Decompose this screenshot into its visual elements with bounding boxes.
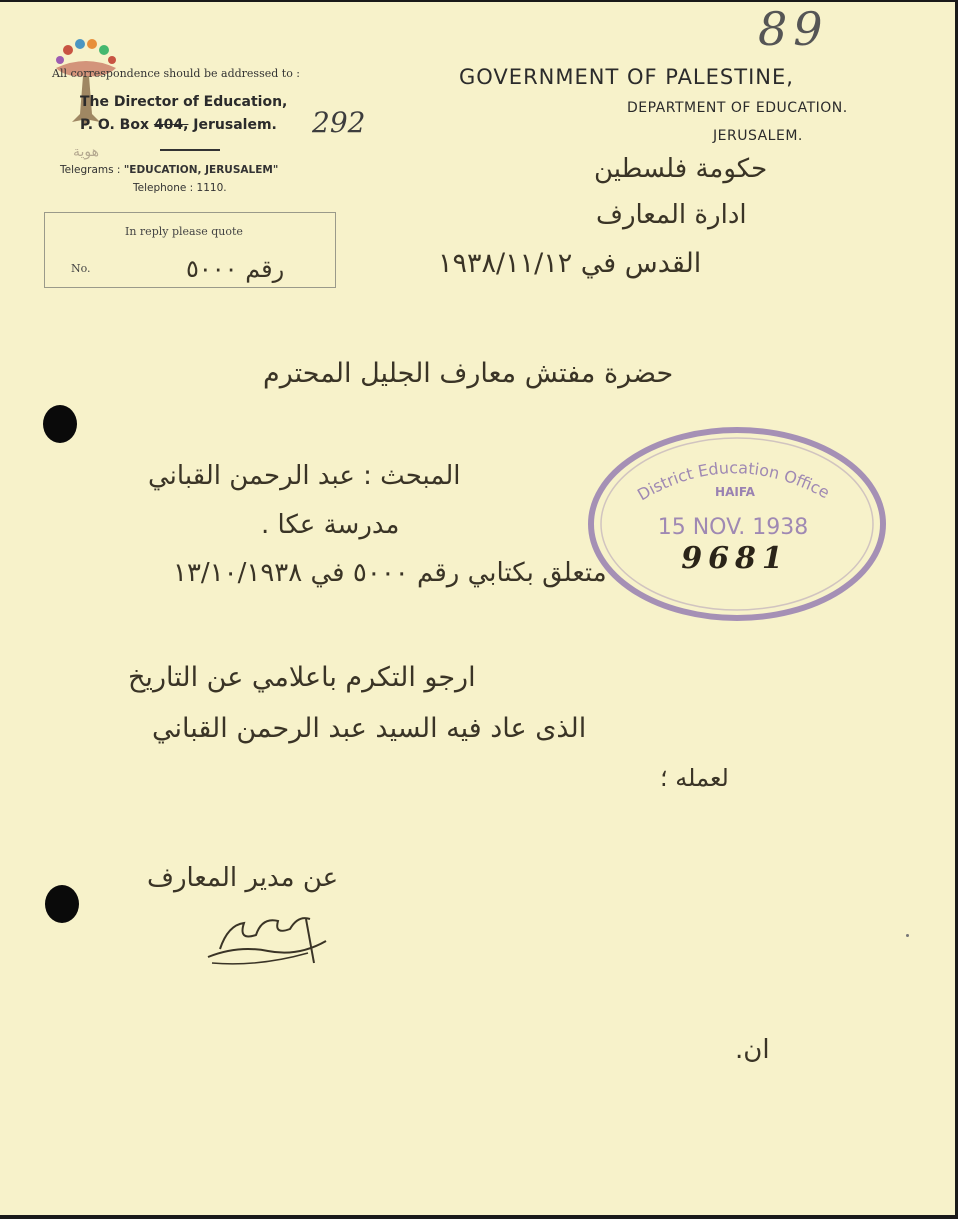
pobox-city: Jerusalem.: [193, 117, 277, 133]
telegrams-label: Telegrams :: [60, 164, 121, 176]
scan-edge-bottom: [0, 1215, 958, 1219]
address-note: All correspondence should be addressed to :: [52, 67, 301, 80]
arabic-department: ادارة المعارف: [596, 200, 747, 230]
salutation: حضرة مفتش معارف الجليل المحترم: [263, 358, 674, 389]
reference-line: متعلق بكتابي رقم ٥٠٠٠ في ١٣/١٠/١٩٣٨: [173, 558, 607, 588]
government-title: GOVERNMENT OF PALESTINE,: [459, 65, 794, 89]
footer-initials: ان.: [735, 1035, 770, 1065]
arabic-government: حكومة فلسطين: [594, 154, 768, 184]
reply-label: In reply please quote: [125, 225, 243, 238]
stamp-city: HAIFA: [715, 485, 755, 499]
punch-hole-bottom: [45, 885, 79, 923]
handwritten-signature: [198, 905, 338, 971]
director-line: The Director of Education,: [80, 94, 288, 110]
stamp-number: 9681: [681, 541, 789, 576]
logo-watermark-text: هوية: [72, 144, 100, 160]
subject-line: المبحث : عبد الرحمن القباني: [148, 461, 461, 491]
pobox-prefix: P. O. Box: [80, 117, 149, 133]
body-line-2: الذى عاد فيه السيد عبد الرحمن القباني: [152, 713, 587, 744]
body-line-1: ارجو التكرم باعلامي عن التاريخ: [128, 662, 476, 693]
telegrams-value: "EDUCATION, JERUSALEM": [123, 164, 279, 176]
department-title: DEPARTMENT OF EDUCATION.: [627, 100, 848, 116]
signature-title: عن مدير المعارف: [147, 863, 339, 893]
arabic-date-line: القدس في ١٩٣٨/١١/١٢: [438, 248, 702, 279]
folio-number: 89: [758, 2, 829, 56]
telegrams-line: [60, 164, 278, 176]
handwritten-number: 292: [312, 106, 366, 139]
punch-hole-top: [43, 405, 77, 443]
reply-no-label: No.: [71, 262, 91, 275]
city-title: JERUSALEM.: [713, 128, 803, 144]
stamp-date: 15 NOV. 1938: [657, 515, 809, 540]
pobox-line: [80, 117, 277, 133]
body-line-3: لعمله ؛: [660, 764, 729, 792]
school-line: مدرسة عكا .: [261, 510, 400, 540]
divider-rule: [160, 149, 220, 151]
received-stamp: [585, 422, 890, 627]
stamp-top-text: District Education Office: [634, 458, 833, 505]
pobox-struck-number: 404,: [153, 117, 189, 133]
telephone-line: Telephone : 1110.: [133, 182, 227, 194]
reply-reference-number: رقم ٥٠٠٠: [186, 255, 285, 283]
paper-speck: [906, 934, 909, 937]
